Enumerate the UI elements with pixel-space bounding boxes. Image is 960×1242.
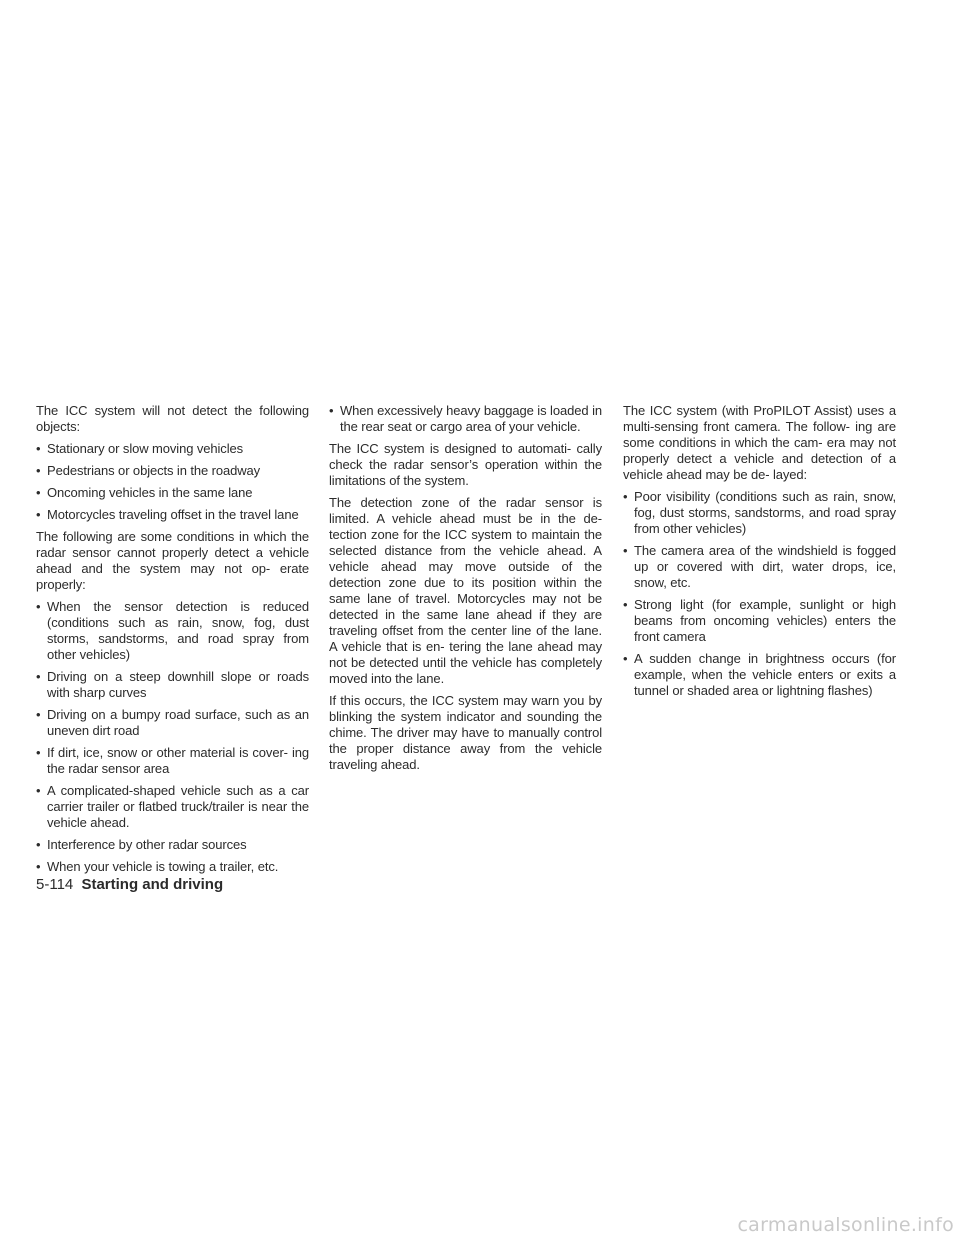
list-item: • Motorcycles traveling offset in the travel lane — [36, 507, 309, 523]
paragraph: If this occurs, the ICC system may warn you by blinking the system indicator and sounding the chime. The driver may have to manually control the proper distance away from the vehicle traveling ahead. — [329, 693, 602, 772]
paragraph: The ICC system (with ProPILOT Assist) uses a multi-sensing front camera. The follow- ing are some conditions in which the cam- era may not properly detect a vehicle and detection of a vehicle ahead may be de- layed: — [623, 403, 896, 482]
page-number: 5-114 — [36, 876, 74, 893]
list-item: • If dirt, ice, snow or other material is cover- ing the radar sensor area — [36, 745, 309, 777]
list-item: • When excessively heavy baggage is loaded in the rear seat or cargo area of your vehicle. — [329, 403, 602, 435]
list-item: • Oncoming vehicles in the same lane — [36, 485, 309, 501]
bullet-list — [36, 441, 309, 523]
paragraph: The ICC system will not detect the following objects: — [36, 403, 309, 434]
paragraph: The following are some conditions in which the radar sensor cannot properly detect a vehicle ahead and the system may not op- erate properly: — [36, 529, 309, 592]
list-item: • A sudden change in brightness occurs (for example, when the vehicle enters or exits a tunnel or shaded area or lightning flashes) — [623, 651, 896, 699]
list-item: • Interference by other radar sources — [36, 837, 309, 853]
page-footer — [36, 876, 223, 894]
list-item: • Stationary or slow moving vehicles — [36, 441, 309, 457]
bullet-list — [329, 403, 602, 435]
bullet-list — [36, 599, 309, 875]
list-item: • Poor visibility (conditions such as rain, snow, fog, dust storms, sandstorms, and road spray from other vehicles) — [623, 489, 896, 537]
text-column-2 — [329, 403, 602, 779]
text-column-1 — [36, 403, 309, 881]
list-item: • A complicated-shaped vehicle such as a car carrier trailer or flatbed truck/trailer is near the vehicle ahead. — [36, 783, 309, 831]
watermark: carmanualsonline.info — [737, 1214, 954, 1236]
list-item: • Driving on a steep downhill slope or roads with sharp curves — [36, 669, 309, 701]
paragraph: The ICC system is designed to automati- cally check the radar sensor’s operation within the limitations of the system. — [329, 441, 602, 488]
section-title: Starting and driving — [81, 876, 224, 893]
list-item: • Driving on a bumpy road surface, such as an uneven dirt road — [36, 707, 309, 739]
list-item: • Strong light (for example, sunlight or high beams from oncoming vehicles) enters the front camera — [623, 597, 896, 645]
list-item: • When your vehicle is towing a trailer, etc. — [36, 859, 309, 875]
list-item: • Pedestrians or objects in the roadway — [36, 463, 309, 479]
bullet-list — [623, 489, 896, 699]
list-item: • When the sensor detection is reduced (conditions such as rain, snow, fog, dust storms, sandstorms, and road spray from other vehicles) — [36, 599, 309, 663]
text-column-3 — [623, 403, 896, 705]
list-item: • The camera area of the windshield is fogged up or covered with dirt, water drops, ice, snow, etc. — [623, 543, 896, 591]
paragraph: The detection zone of the radar sensor is limited. A vehicle ahead must be in the de- tection zone for the ICC system to maintain the selected distance from the vehicle ahead. A vehicle ahead may move outside of the detection zone due to its position within the same lane of travel. Motorcycles may not be detected in the same lane ahead if they are traveling offset from the center line of the lane. A vehicle that is en- tering the lane ahead may not be detected until the vehicle has completely moved into the lane. — [329, 495, 602, 686]
